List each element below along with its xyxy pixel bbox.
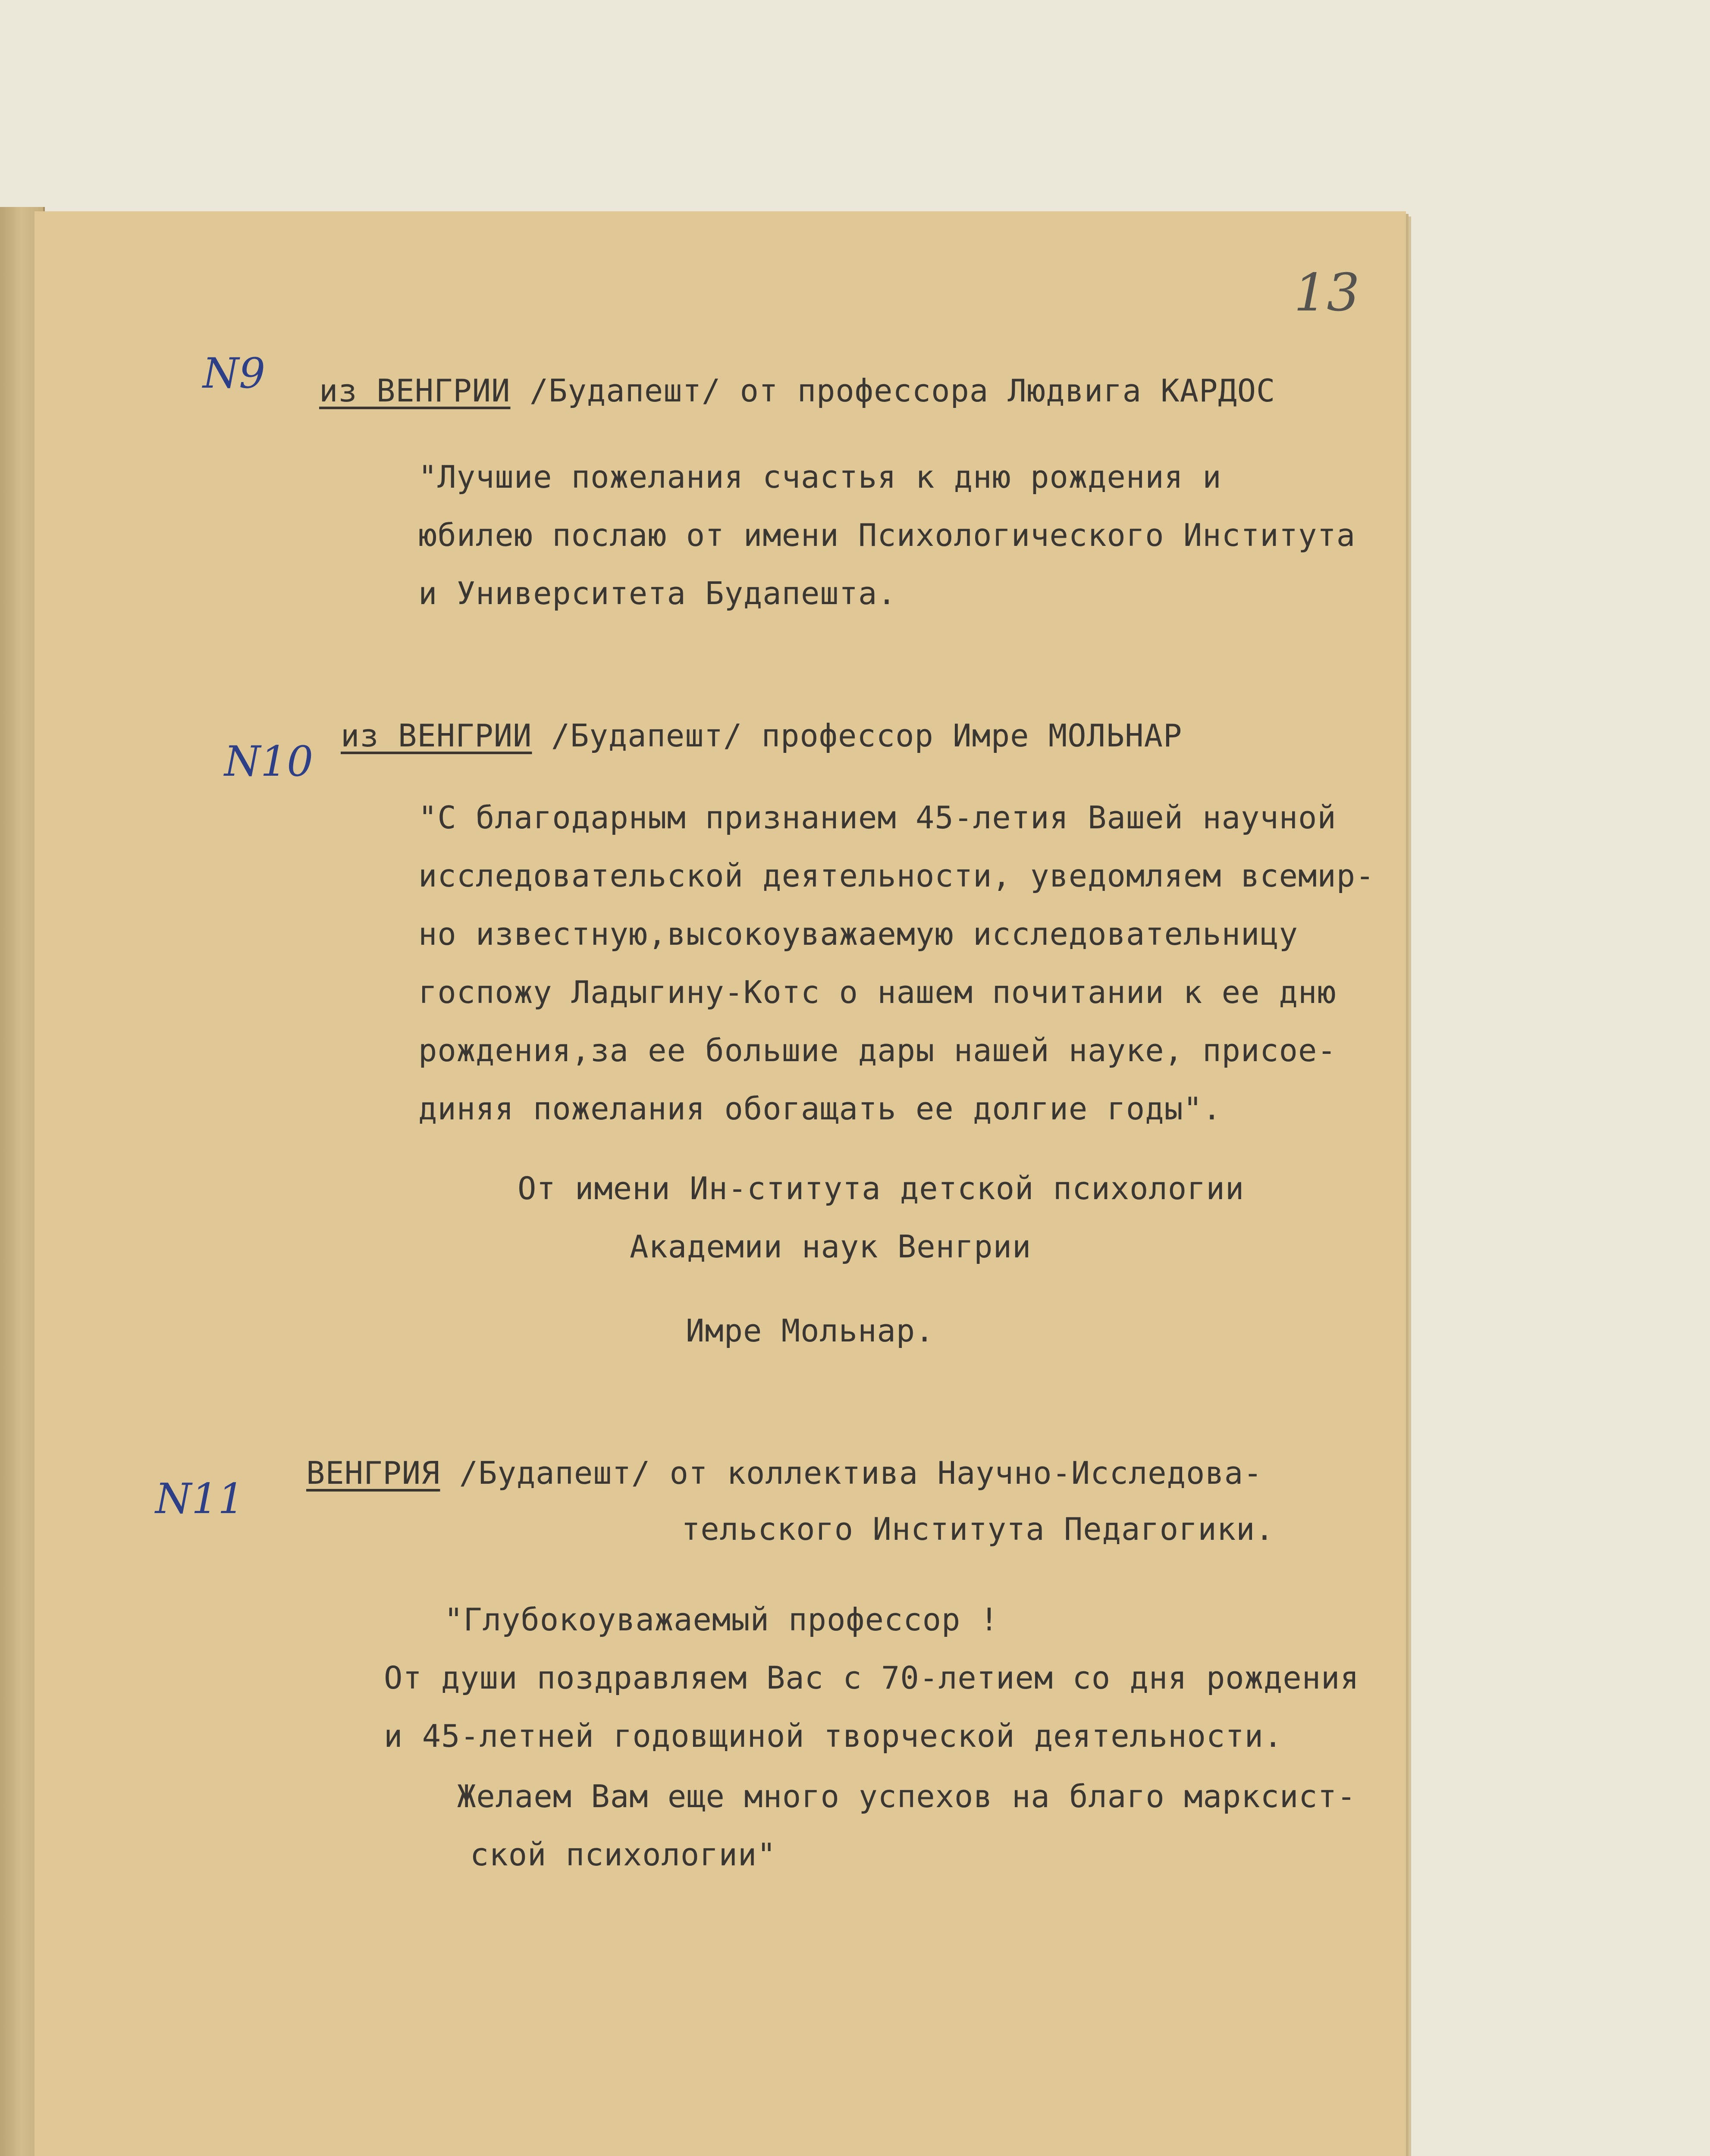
entry-line: "Глубокоуважаемый профессор ! <box>444 1601 999 1638</box>
entry-country-9: из ВЕНГРИИ <box>319 373 511 409</box>
entry-header-rest-9: /Будапешт/ от профессора Людвига КАРДОС <box>510 373 1276 409</box>
entry-line: "С благодарным признанием 45-летия Вашей научной <box>418 799 1337 836</box>
entry-line: госпожу Ладыгину-Котс о нашем почитании к ее дню <box>418 974 1337 1010</box>
entry-line: исследовательской деятельности, уведомляем всемир- <box>418 858 1375 894</box>
entry-line: От души поздравляем Вас с 70-летием со дня рождения <box>384 1660 1359 1696</box>
entry-header-rest-11: /Будапешт/ от коллектива Научно-Исследова- <box>440 1455 1263 1491</box>
entry-line: но известную,высокоуважаемую исследовательницу <box>418 916 1298 952</box>
entry-header-9 <box>319 373 1276 409</box>
entry-line: диняя пожелания обогащать ее долгие годы". <box>418 1091 1222 1127</box>
entry-number-11: N11 <box>155 1475 245 1523</box>
entry-number-9: N9 <box>203 349 266 398</box>
entry-line: и 45-летней годовщиной творческой деятельности. <box>384 1718 1283 1754</box>
entry-country-10: из ВЕНГРИИ <box>341 718 532 754</box>
signature-line: От имени Ин-ститута детской психологии <box>518 1170 1245 1206</box>
entry-header-10 <box>341 718 1183 754</box>
entry-header-11 <box>306 1457 1262 1489</box>
entry-header-continuation-11: тельского Института Педагогики. <box>681 1511 1274 1547</box>
entry-line: Желаем Вам еще много успехов на благо марксист- <box>457 1778 1356 1814</box>
entry-line: ской психологии" <box>470 1836 776 1873</box>
page-number: 13 <box>1294 263 1360 323</box>
entry-line: рождения,за ее большие дары нашей науке, присое- <box>418 1032 1337 1069</box>
entry-line: юбилею послаю от имени Психологического Института <box>418 517 1356 553</box>
entry-line: и Университета Будапешта. <box>418 575 897 611</box>
entry-country-11: ВЕНГРИЯ <box>306 1455 440 1491</box>
entry-number-10: N10 <box>224 737 314 786</box>
entry-line: "Лучшие пожелания счастья к дню рождения и <box>418 459 1222 495</box>
signature-line: Академии наук Венгрии <box>630 1228 1032 1265</box>
signature-name: Имре Мольнар. <box>686 1313 935 1349</box>
entry-header-rest-10: /Будапешт/ профессор Имре МОЛЬНАР <box>532 718 1183 754</box>
